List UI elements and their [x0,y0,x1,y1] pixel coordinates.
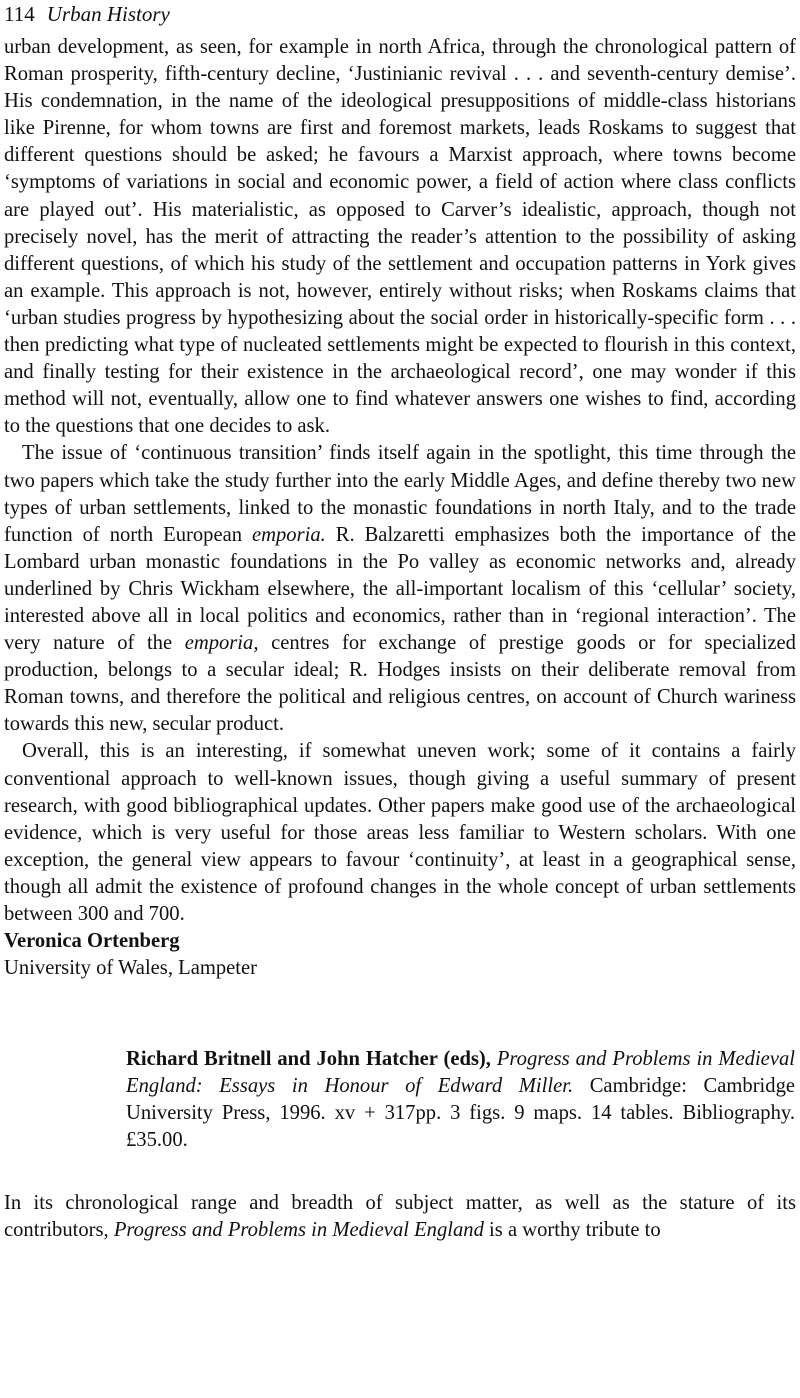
paragraph-2-text-c: centres for exchange of prestige goods or for specialized production, belongs to a secular ideal; R. Hodges insists on their deliberate removal from Roman towns, and therefore the political and religious centres, on account of Church wariness towards this new, secular product. [4,632,796,736]
running-head [4,1,796,29]
new-review-paragraph [4,1190,796,1244]
book-editors: Richard Britnell and John Hatcher (eds), [126,1048,491,1071]
paragraph-2-text-a: The issue of ‘continuous transition’ finds itself again in the spotlight, this time through the two papers which take the study further into the early Middle Ages, and define thereby two new types of urban settlements, linked to the monastic foundations in north Italy, and to the trade function of north European [4,442,796,546]
new-review-text-b: is a worthy tribute to [483,1219,661,1242]
new-review-italic-title: Progress and Problems in Medieval England [113,1219,484,1242]
body-paragraph-2 [4,440,796,738]
new-review-text-a: In its chronological range and breadth of subject matter, as well as the stature of its contributors, [4,1192,796,1242]
reviewer-name: Veronica Ortenberg [4,930,180,953]
paragraph-2-italic-emporia-2: emporia, [184,632,259,655]
book-title: Progress and Problems in Medieval England: Essays in Honour of Edward Miller. [126,1048,795,1098]
paragraph-2-italic-emporia: emporia. [251,523,326,546]
page-number: 114 [4,2,35,26]
paragraph-2-text-b: R. Balzaretti emphasizes both the importance of the Lombard urban monastic foundations in the Po valley as economic networks and, already underlined by Chris Wickham elsewhere, the all-important localism of this ‘cellular’ society, interested above all in local politics and economics, rather than in ‘regional interaction’. The very nature of the [4,523,796,655]
book-publication-details: Cambridge: Cambridge University Press, 1996. xv + 317pp. 3 figs. 9 maps. 14 tables. Bibliography. £35.00. [126,1075,796,1152]
body-paragraph-1: urban development, as seen, for example in north Africa, through the chronological pattern of Roman prosperity, fifth-century decline, ‘Justinianic revival . . . and seventh-century demise’. His condemnation, in the name of the ideological presuppositions of middle-class historians like Pirenne, for whom towns are first and foremost markets, leads Roskams to suggest that different questions should be asked; he favours a Marxist approach, where towns become ‘symptoms of variations in social and economic power, a field of action where class conflicts are played out’. His materialistic, as opposed to Carver’s idealistic, approach, though not precisely novel, has the merit of attracting the reader’s attention to the possibility of asking different questions, of which his study of the settlement and occupation patterns in York gives an example. This approach is not, however, entirely without risks; when Roskams claims that ‘urban studies progress by hypothesizing about the social order in historically-specific form . . . then predicting what type of nucleated settlements might be expected to flourish in this context, and finally testing for their existence in the archaeological record’, one may wonder if this method will not, eventually, allow one to find whatever answers one wishes to find, according to the questions that one decides to ask. [4,36,796,438]
reviewer-affiliation: University of Wales, Lampeter [4,957,258,980]
journal-title: Urban History [46,2,170,26]
body-paragraph-3: Overall, this is an interesting, if somewhat uneven work; some of it contains a fairly conventional approach to well-known issues, though giving a useful summary of present research, with good bibliographical updates. Other papers make good use of the archaeological evidence, which is very useful for those areas less familiar to Western scholars. With one exception, the general view appears to favour ‘continuity’, at least in a geographical sense, though all admit the existence of profound changes in the whole concept of urban settlements between 300 and 700. [4,740,796,925]
review-book-header [126,1046,795,1154]
page [4,0,796,1244]
